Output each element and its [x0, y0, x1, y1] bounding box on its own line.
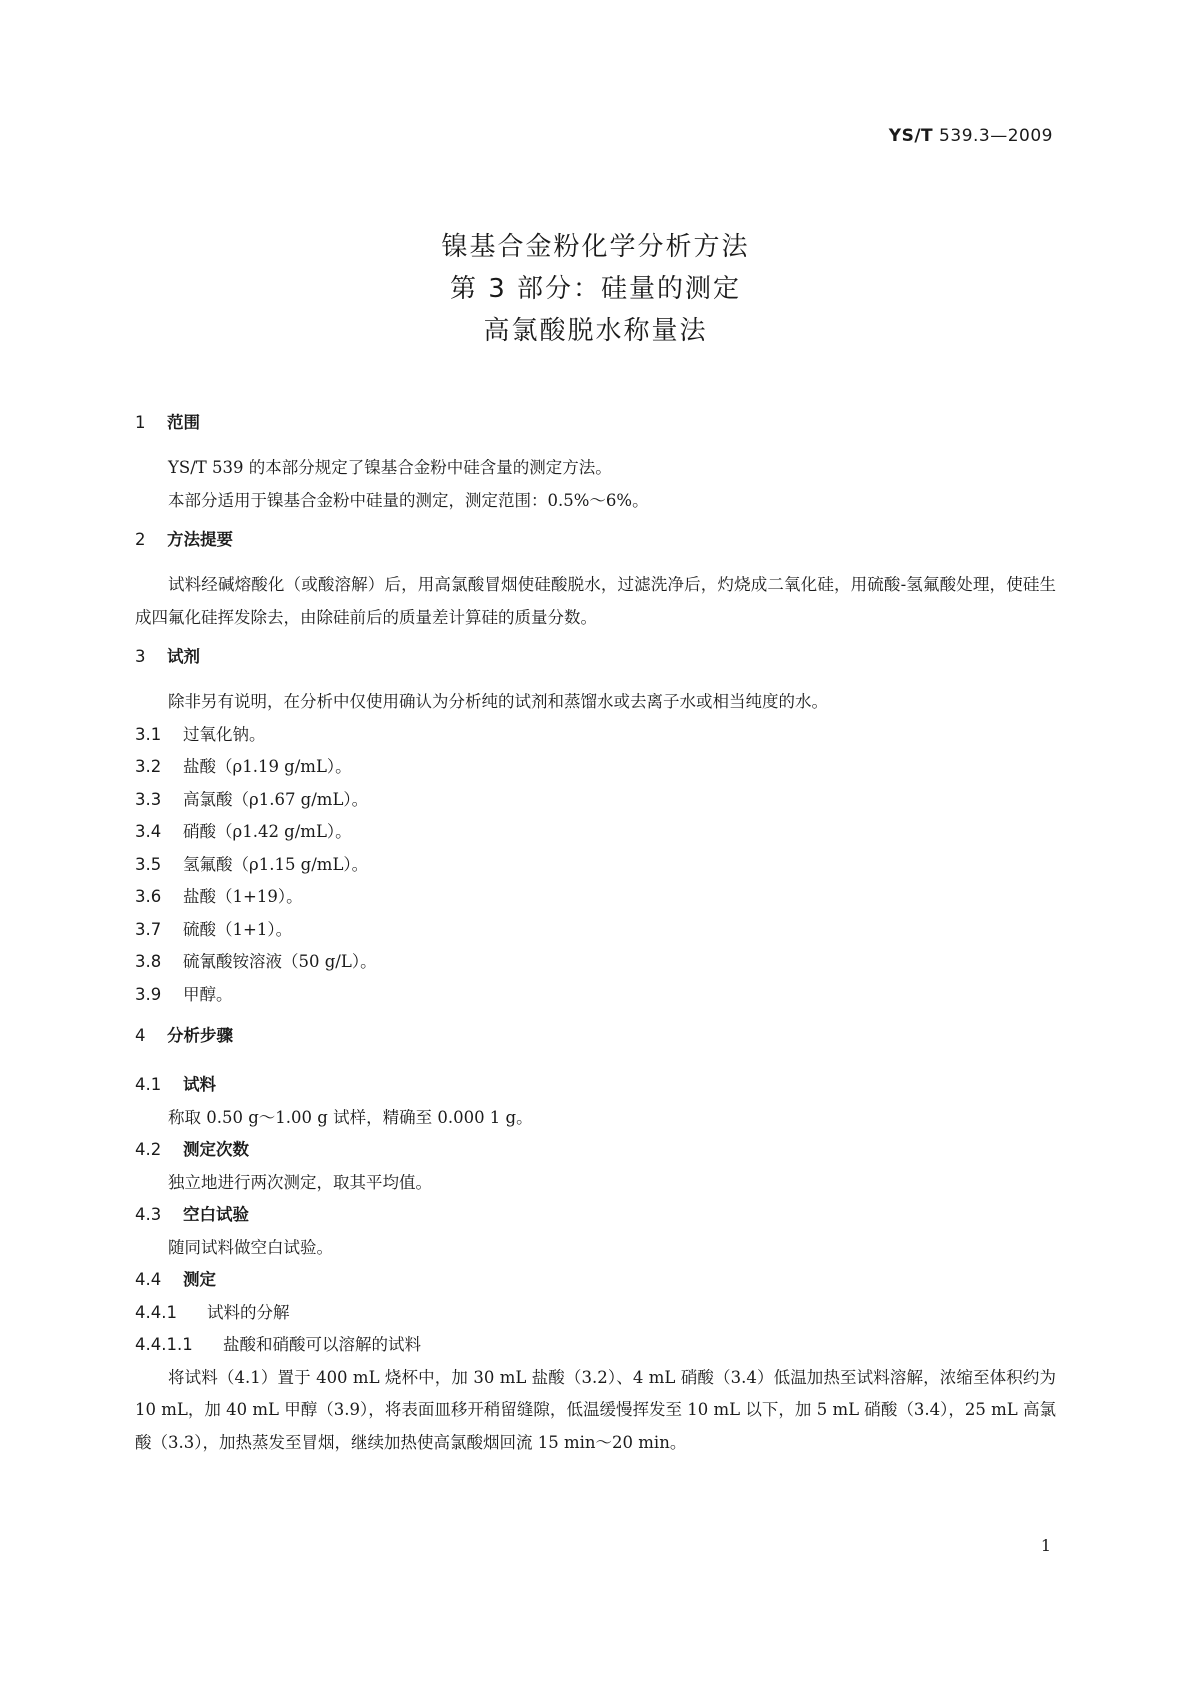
section-number: 4	[135, 1026, 146, 1045]
section-number: 3	[135, 647, 146, 666]
list-item: 3.4 硝酸（ρ1.42 g/mL）。	[135, 822, 352, 841]
paragraph: 将试料（4.1）置于 400 mL 烧杯中，加 30 mL 盐酸（3.2）、4 mL 硝酸（3.4）低温加热至试料溶解，浓缩至体积约为 10 mL，加 40 mL 甲醇（3.9），将表面皿移开稍留缝隙，低温缓慢挥发至 10 mL 以下，加 5 mL 硝酸（3.4），25 mL 高氯酸（3.3），加热蒸发至冒烟，继续加热使高氯酸烟回流 15 min～20 min。	[135, 1367, 1056, 1452]
standard-prefix: YS/T	[888, 126, 934, 146]
section-heading-3	[135, 644, 1056, 670]
title-line-2: 第 3 部分：硅量的测定	[449, 274, 742, 304]
subsection-heading-4-4-1: 4.4.1 试料的分解	[135, 1302, 290, 1322]
paragraph: YS/T 539 的本部分规定了镍基合金粉中硅含量的测定方法。	[168, 458, 612, 477]
standard-number: 539.3—2009	[933, 126, 1053, 146]
list-item: 3.9 甲醇。	[135, 984, 233, 1004]
list-item: 3.5 氢氟酸（ρ1.15 g/mL）。	[135, 854, 369, 874]
paragraph: 本部分适用于镍基合金粉中硅量的测定，测定范围：0.5%～6%。	[168, 490, 649, 510]
list-item: 3.8 硫氰酸铵溶液（50 g/L）。	[135, 952, 377, 971]
subsection-heading-4-4-1-1: 4.4.1.1 盐酸和硝酸可以溶解的试料	[135, 1335, 421, 1354]
section-number: 2	[135, 530, 146, 549]
paragraph: 随同试料做空白试验。	[168, 1237, 333, 1257]
section-heading-2	[135, 527, 1056, 553]
document-body	[135, 410, 1056, 1459]
section-number: 1	[135, 413, 146, 432]
subsection-heading-4-4: 4.4 测定	[135, 1270, 216, 1289]
title-block	[0, 226, 1191, 352]
section-title: 分析步骤	[167, 1026, 233, 1045]
paragraph: 称取 0.50 g～1.00 g 试样，精确至 0.000 1 g。	[168, 1107, 533, 1127]
section-heading-1	[135, 410, 1056, 436]
subsection-heading-4-2: 4.2 测定次数	[135, 1140, 249, 1159]
standard-code	[889, 126, 1053, 146]
section-heading-4	[135, 1023, 1056, 1049]
list-item: 3.2 盐酸（ρ1.19 g/mL）。	[135, 757, 352, 776]
section-title: 方法提要	[167, 530, 233, 549]
subsection-heading-4-3: 4.3 空白试验	[135, 1205, 249, 1224]
list-item: 3.6 盐酸（1+19）。	[135, 887, 303, 906]
list-item: 3.7 硫酸（1+1）。	[135, 919, 293, 939]
title-line-3: 高氯酸脱水称量法	[483, 316, 708, 346]
section-title: 范围	[167, 413, 200, 432]
paragraph: 除非另有说明，在分析中仅使用确认为分析纯的试剂和蒸馏水或去离子水或相当纯度的水。	[168, 692, 828, 711]
paragraph: 独立地进行两次测定，取其平均值。	[168, 1172, 432, 1192]
list-item: 3.3 高氯酸（ρ1.67 g/mL）。	[135, 789, 369, 809]
list-item: 3.1 过氧化钠。	[135, 724, 266, 744]
paragraph: 试料经碱熔酸化（或酸溶解）后，用高氯酸冒烟使硅酸脱水，过滤洗净后，灼烧成二氧化硅，用硫酸-氢氟酸处理，使硅生成四氟化硅挥发除去，由除硅前后的质量差计算硅的质量分数。	[135, 575, 1056, 627]
title-line-1: 镍基合金粉化学分析方法	[441, 232, 750, 262]
section-title: 试剂	[167, 647, 200, 666]
subsection-heading-4-1: 4.1 试料	[135, 1075, 216, 1094]
page-number: 1	[1040, 1536, 1051, 1555]
